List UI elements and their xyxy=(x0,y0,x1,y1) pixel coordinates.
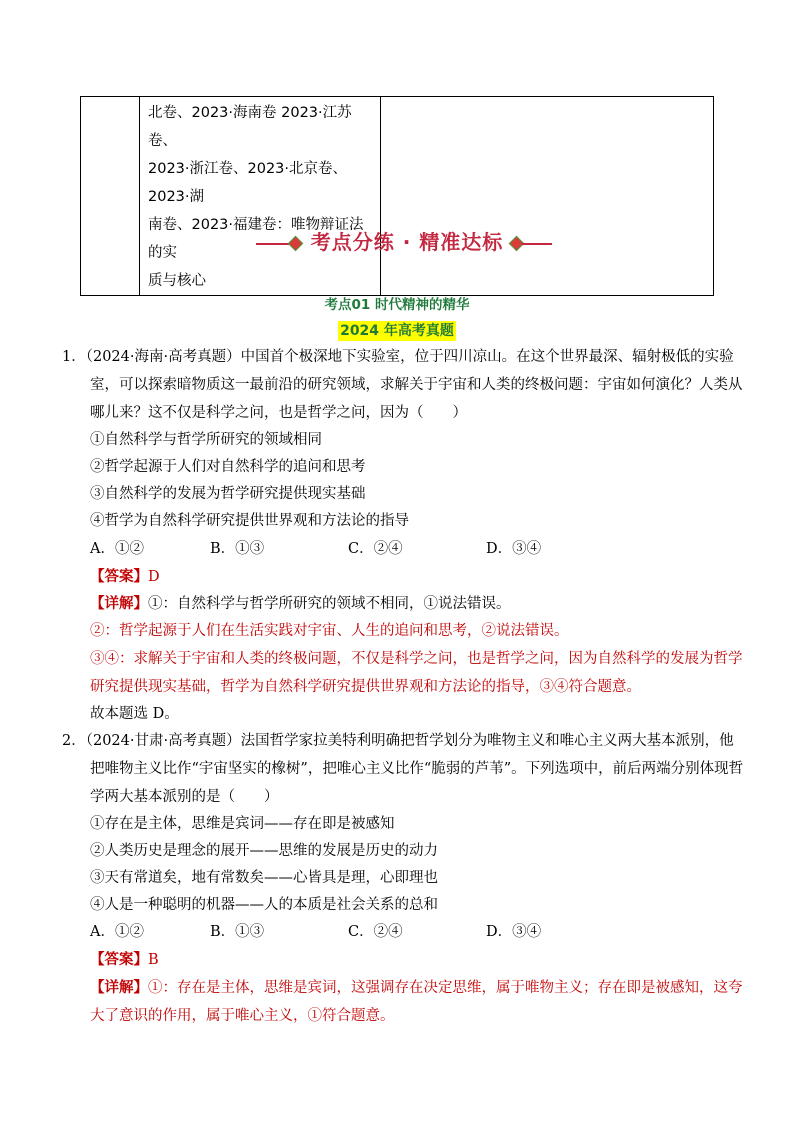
q1-detail-3: 研究提供现实基础，哲学为自然科学研究提供世界观和方法论的指导，③④符合题意。 xyxy=(90,679,641,695)
q1-option-c: C．②④ xyxy=(348,541,403,557)
q2-stem-line: 把唯物主义比作“宇宙坚实的橡树”，把唯心主义比作“脆弱的芦苇”。下列选项中，前后两端分别体现哲 xyxy=(90,761,744,777)
table-line: 质与核心 xyxy=(148,273,206,289)
detail-text: ①：自然科学与哲学所研究的领域不相同，①说法错误。 xyxy=(148,596,511,612)
q2-item: ②人类历史是理念的展开——思维的发展是历史的动力 xyxy=(90,843,438,859)
q2-option-d: D．③④ xyxy=(486,924,542,940)
q2-detail-2: 大了意识的作用，属于唯心主义，①符合题意。 xyxy=(90,1008,395,1024)
q1-option-b: B．①③ xyxy=(210,541,265,557)
q1-answer xyxy=(90,567,760,587)
q2-option-a: A．①② xyxy=(90,924,144,940)
q1-item: ③自然科学的发展为哲学研究提供现实基础 xyxy=(90,486,366,502)
banner-line-left xyxy=(256,243,290,245)
table-cell-empty-right xyxy=(381,97,714,296)
q1-detail-3: ③④：求解关于宇宙和人类的终极问题，不仅是科学之问，也是哲学之问，因为自然科学的发展为哲学 xyxy=(90,651,743,667)
table-cell-empty xyxy=(81,97,140,296)
q1-item: ①自然科学与哲学所研究的领域相同 xyxy=(90,432,322,448)
q1-option-a: A．①② xyxy=(90,541,144,557)
answer-value: B xyxy=(148,952,159,968)
q1-option-d: D．③④ xyxy=(486,541,542,557)
q2-stem-line: 学两大基本派别的是（ ） xyxy=(90,789,279,805)
q2-detail-1 xyxy=(90,978,760,998)
q2-item: ④人是一种聪明的机器——人的本质是社会关系的总和 xyxy=(90,897,438,913)
q1-detail-2: ②：哲学起源于人们在生活实践对宇宙、人生的追问和思考，②说法错误。 xyxy=(90,623,569,639)
q1-stem-line: 1．（2024·海南·高考真题）中国首个极深地下实验室，位于四川凉山。在这个世界最深、辐射极低的实验 xyxy=(62,349,734,365)
q1-item: ④哲学为自然科学研究提供世界观和方法论的指导 xyxy=(90,513,409,529)
detail-text: ①：存在是主体，思维是宾词，这强调存在决定思维，属于唯物主义；存在即是被感知，这夸 xyxy=(148,980,743,996)
detail-label: 【详解】 xyxy=(90,979,148,996)
q1-stem-line: 室，可以探索暗物质这一最前沿的研究领域，求解关于宇宙和人类的终极问题：宇宙如何演化？人类从 xyxy=(90,377,743,393)
answer-value: D xyxy=(148,569,160,585)
q1-item: ②哲学起源于人们对自然科学的追问和思考 xyxy=(90,459,366,475)
answer-label: 【答案】 xyxy=(90,568,148,585)
section-banner xyxy=(256,224,552,260)
q2-answer xyxy=(90,950,760,970)
table-line: 北卷、2023·海南卷 2023·江苏卷、 xyxy=(148,105,352,149)
answer-label: 【答案】 xyxy=(90,951,148,968)
q1-stem-line: 哪儿来？这不仅是科学之问，也是哲学之问，因为（ ） xyxy=(90,405,467,421)
q2-item: ①存在是主体，思维是宾词——存在即是被感知 xyxy=(90,816,395,832)
top-table xyxy=(80,96,714,296)
year-heading-wrap xyxy=(0,320,794,341)
kaodian-heading: 考点01 时代精神的精华 xyxy=(324,297,470,313)
banner-title: 考点分练 · 精准达标 xyxy=(310,230,504,254)
table-line: 南卷、2023·福建卷：唯物辩证法的实 xyxy=(148,217,364,261)
table-line: 2023·浙江卷、2023·北京卷、2023·湖 xyxy=(148,161,348,205)
diamond-icon xyxy=(288,236,304,252)
q1-detail-1 xyxy=(90,594,760,614)
banner-line-right xyxy=(522,243,552,245)
q2-option-b: B．①③ xyxy=(210,924,265,940)
detail-label: 【详解】 xyxy=(90,595,148,612)
table-cell-exam-list xyxy=(140,97,381,296)
year-heading: 2024 年高考真题 xyxy=(340,323,454,339)
q2-stem-line: 2．（2024·甘肃·高考真题）法国哲学家拉美特利明确把哲学划分为唯物主义和唯心主义两大基本派别，他 xyxy=(62,733,734,749)
q1-conclusion: 故本题选 D。 xyxy=(90,706,179,722)
q2-option-c: C．②④ xyxy=(348,924,403,940)
q2-item: ③天有常道矣，地有常数矣——心皆具是理，心即理也 xyxy=(90,870,438,886)
